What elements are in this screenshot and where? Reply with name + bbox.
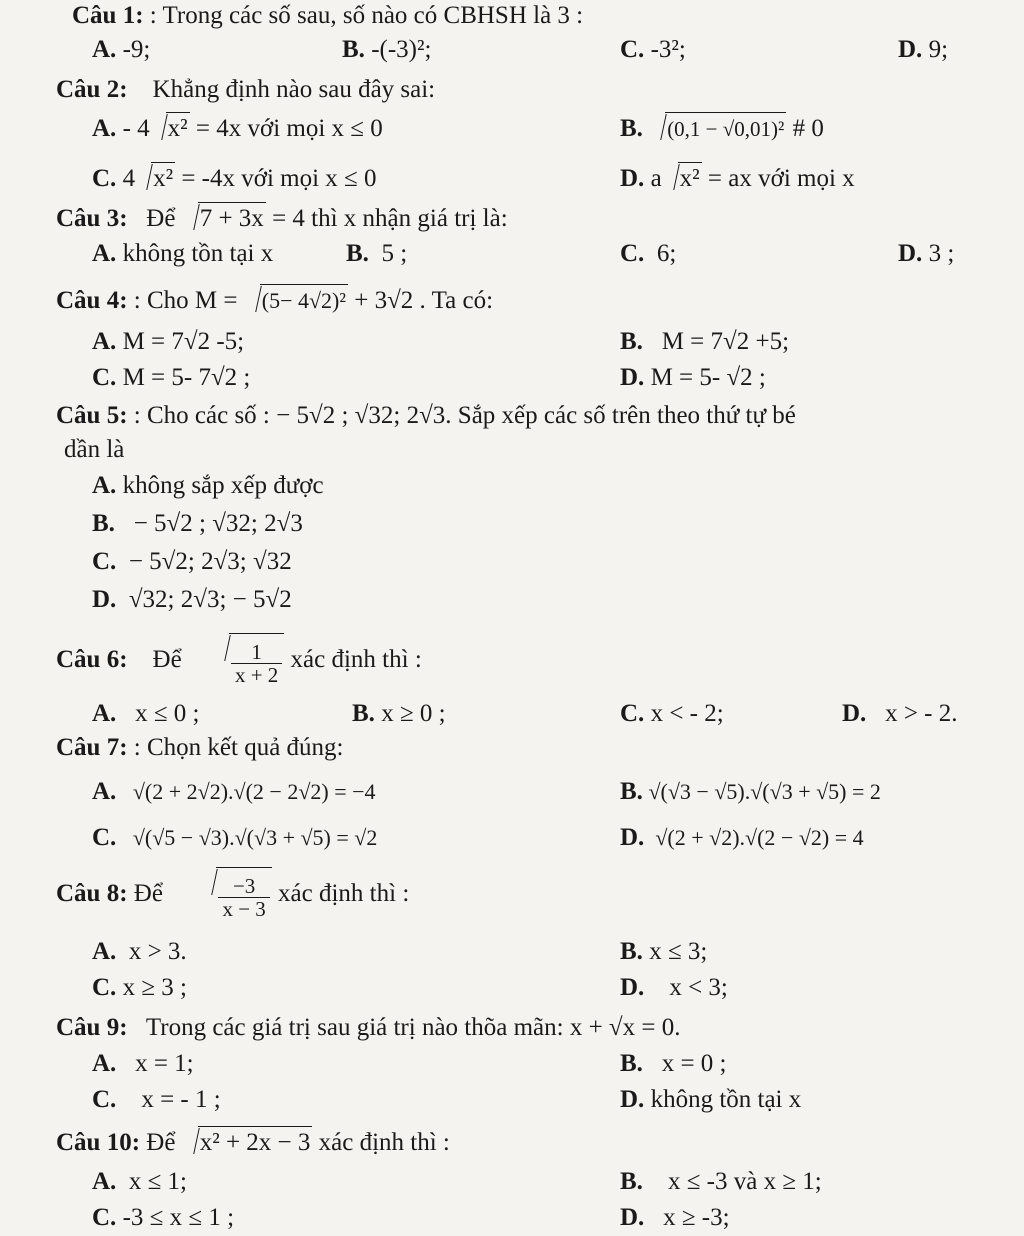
radical [137, 162, 175, 195]
q10-option-b [620, 1166, 822, 1198]
q10-text: Để [146, 1129, 176, 1156]
q8-option-c [92, 972, 187, 1004]
q10-option-a [92, 1166, 187, 1198]
q2-label: Câu 2: [56, 76, 128, 103]
q6-option-a [92, 698, 199, 730]
option-letter: A. [92, 240, 117, 267]
q8-text: xác định thì : [278, 880, 410, 907]
option-letter: B. [620, 1168, 643, 1195]
q4-option-a [92, 326, 244, 358]
option-text: x ≥ 3 ; [122, 974, 187, 1001]
option-text: − 5√2 ; √32; 2√3 [133, 510, 303, 537]
q1-label: Câu 1: [72, 2, 144, 29]
option-text: x ≤ 1; [128, 1168, 187, 1195]
radical [184, 202, 266, 235]
q4-text: + 3√2 . Ta có: [354, 287, 494, 314]
option-text: √(2 + √2).√(2 − √2) = 4 [655, 825, 864, 850]
q2-option-b [620, 112, 824, 145]
option-letter: B. [342, 36, 365, 63]
q5-option-b [92, 508, 303, 540]
radical [246, 284, 348, 317]
q5-option-c [92, 546, 292, 578]
option-text: x = 1; [135, 1050, 194, 1077]
option-text: − 5√2; 2√3; √32 [128, 548, 292, 575]
q4-option-d [620, 362, 766, 394]
option-letter: C. [92, 1204, 117, 1231]
q5-label: Câu 5: [56, 402, 128, 429]
option-text: x ≤ 3; [649, 938, 708, 965]
radicand: (0,1 − √0,01)² [665, 112, 786, 145]
q7-label: Câu 7: [56, 734, 128, 761]
option-text: -3 ≤ x ≤ 1 ; [122, 1204, 235, 1231]
option-letter: C. [92, 548, 117, 575]
radicand: x² [151, 162, 175, 195]
option-text: -(-3)²; [371, 36, 432, 63]
option-text: x ≥ 0 ; [381, 700, 446, 727]
q4-label: Câu 4: [56, 287, 128, 314]
option-text: 4 [122, 165, 136, 192]
option-letter: A. [92, 700, 117, 727]
q7-option-d [620, 822, 864, 854]
q5-stem-cont [64, 434, 124, 466]
q2-option-a [92, 112, 383, 145]
option-letter: A. [92, 36, 117, 63]
numerator: −3 [218, 875, 269, 898]
q9-label: Câu 9: [56, 1014, 128, 1041]
option-text: không tồn tại x [122, 240, 274, 267]
option-letter: B. [352, 700, 375, 727]
option-text: x = 0 ; [661, 1050, 727, 1077]
option-text: 6; [656, 240, 677, 267]
option-text: -9; [122, 36, 151, 63]
option-letter: D. [620, 824, 645, 851]
q4-option-b [620, 326, 789, 358]
q5-text: : Cho các số : − 5√2 ; √32; 2√3. Sắp xếp các số trên theo thứ tự bé [133, 402, 796, 429]
fraction [218, 875, 269, 920]
option-text: x ≤ -3 và x ≥ 1; [667, 1168, 822, 1195]
q10-label: Câu 10: [56, 1129, 141, 1156]
q6-text: xác định thì : [290, 646, 422, 673]
q4-stem [56, 284, 493, 317]
q9-option-a [92, 1048, 194, 1080]
q10-option-c [92, 1202, 234, 1234]
option-text: M = 5- √2 ; [650, 364, 766, 391]
option-text: x > - 2. [885, 700, 958, 727]
denominator: x + 2 [234, 662, 279, 687]
q3-option-d [898, 238, 954, 270]
radicand: x² + 2x − 3 [198, 1126, 313, 1159]
radicand: (5− 4√2)² [260, 284, 348, 317]
q6-option-d [842, 698, 958, 730]
q6-label: Câu 6: [56, 646, 128, 673]
q2-option-c [92, 162, 377, 195]
option-letter: D. [620, 165, 645, 192]
option-letter: D. [898, 240, 923, 267]
option-letter: C. [92, 824, 117, 851]
option-text: x ≥ -3; [663, 1204, 730, 1231]
q5-option-a [92, 470, 324, 502]
q8-option-a [92, 936, 187, 968]
option-letter: C. [620, 700, 645, 727]
option-letter: D. [620, 364, 645, 391]
option-letter: A. [92, 472, 117, 499]
q1-text: : Trong các số sau, số nào có CBHSH là 3 : [149, 2, 584, 29]
q1-option-b [342, 34, 431, 66]
q7-option-b [620, 776, 881, 808]
option-letter: A. [92, 328, 117, 355]
option-letter: A. [92, 115, 117, 142]
radicand: x² [678, 162, 702, 195]
q6-stem [56, 632, 422, 690]
option-text: x ≤ 0 ; [135, 700, 200, 727]
q5-stem [56, 400, 796, 432]
q3-text: Để [146, 205, 176, 232]
option-text: √(√5 − √3).√(√3 + √5) = √2 [132, 825, 378, 850]
option-letter: D. [842, 700, 867, 727]
option-letter: D. [92, 586, 117, 613]
numerator: 1 [231, 641, 282, 664]
option-letter: D. [620, 1204, 645, 1231]
q3-option-a [92, 238, 273, 270]
option-text: 5 ; [381, 240, 408, 267]
q7-option-a [92, 776, 376, 808]
option-letter: D. [620, 974, 645, 1001]
option-text: không sắp xếp được [122, 472, 324, 499]
q2-option-d [620, 162, 855, 195]
radicand [229, 633, 284, 690]
option-text: x < - 2; [650, 700, 724, 727]
q8-option-b [620, 936, 707, 968]
option-letter: B. [92, 510, 115, 537]
q9-option-c [92, 1084, 221, 1116]
option-text: √32; 2√3; − 5√2 [128, 586, 292, 613]
option-letter: C. [92, 364, 117, 391]
q1-option-c [620, 34, 686, 66]
q2-text: Khẳng định nào sau đây sai: [152, 76, 436, 103]
q3-option-b [346, 238, 407, 270]
option-text: x > 3. [128, 938, 187, 965]
q10-option-d [620, 1202, 730, 1234]
q8-option-d [620, 972, 728, 1004]
option-letter: A. [92, 778, 117, 805]
option-letter: B. [620, 1050, 643, 1077]
q7-stem [56, 732, 344, 764]
option-text: -3²; [650, 36, 686, 63]
option-text: 3 ; [928, 240, 955, 267]
q6-option-c [620, 698, 724, 730]
option-letter: C. [92, 165, 117, 192]
option-text: = ax với mọi x [707, 165, 855, 192]
q8-stem [56, 866, 409, 924]
q2-stem [56, 74, 435, 106]
option-letter: B. [620, 938, 643, 965]
q1-stem [72, 0, 583, 32]
radical [202, 867, 271, 924]
q4-text: : Cho M = [133, 287, 238, 314]
option-letter: D. [898, 36, 923, 63]
option-letter: B. [620, 115, 643, 142]
q1-option-a [92, 34, 150, 66]
option-text: = -4x với mọi x ≤ 0 [181, 165, 377, 192]
option-letter: D. [620, 1086, 645, 1113]
q1-option-d [898, 34, 948, 66]
option-text: 9; [928, 36, 949, 63]
q10-stem [56, 1126, 450, 1159]
radical [184, 1126, 313, 1159]
q8-label: Câu 8: [56, 880, 128, 907]
q6-text: Để [152, 646, 182, 673]
option-letter: B. [346, 240, 369, 267]
fraction [231, 641, 282, 686]
option-letter: B. [620, 778, 643, 805]
q7-option-c [92, 822, 377, 854]
option-letter: C. [620, 240, 645, 267]
radical [651, 112, 786, 145]
radicand: x² [166, 112, 190, 145]
option-text: M = 7√2 -5; [122, 328, 245, 355]
radical [152, 112, 190, 145]
q9-text: Trong các giá trị sau giá trị nào thõa mãn: x + √x = 0. [145, 1014, 681, 1041]
q4-option-c [92, 362, 250, 394]
q8-text: Để [133, 880, 163, 907]
radicand [216, 867, 271, 924]
option-text: - 4 [122, 115, 150, 142]
option-letter: C. [620, 36, 645, 63]
q3-label: Câu 3: [56, 205, 128, 232]
q9-option-b [620, 1048, 726, 1080]
option-letter: A. [92, 1050, 117, 1077]
option-text: a [650, 165, 662, 192]
radical [215, 633, 284, 690]
q7-text: : Chọn kết quả đúng: [133, 734, 344, 761]
option-letter: C. [92, 974, 117, 1001]
option-text: M = 5- 7√2 ; [122, 364, 251, 391]
option-letter: A. [92, 1168, 117, 1195]
option-text: không tồn tại x [650, 1086, 802, 1113]
option-text: M = 7√2 +5; [661, 328, 790, 355]
option-text: = 4x với mọi x ≤ 0 [195, 115, 383, 142]
q6-option-b [352, 698, 446, 730]
q9-option-d [620, 1084, 801, 1116]
q10-text: xác định thì : [318, 1129, 450, 1156]
q5-text: dần là [64, 436, 125, 463]
q3-stem [56, 202, 508, 235]
q9-stem [56, 1012, 681, 1044]
option-text: # 0 [792, 115, 824, 142]
q3-text: = 4 thì x nhận giá trị là: [272, 205, 508, 232]
q3-option-c [620, 238, 676, 270]
option-letter: A. [92, 938, 117, 965]
option-letter: B. [620, 328, 643, 355]
option-text: √(√3 − √5).√(√3 + √5) = 2 [648, 779, 881, 804]
option-text: √(2 + 2√2).√(2 − 2√2) = −4 [132, 779, 376, 804]
option-text: x = - 1 ; [141, 1086, 221, 1113]
option-letter: C. [92, 1086, 117, 1113]
radicand: 7 + 3x [198, 202, 266, 235]
q5-option-d [92, 584, 292, 616]
radical [664, 162, 702, 195]
option-text: x < 3; [669, 974, 728, 1001]
denominator: x − 3 [222, 896, 266, 921]
